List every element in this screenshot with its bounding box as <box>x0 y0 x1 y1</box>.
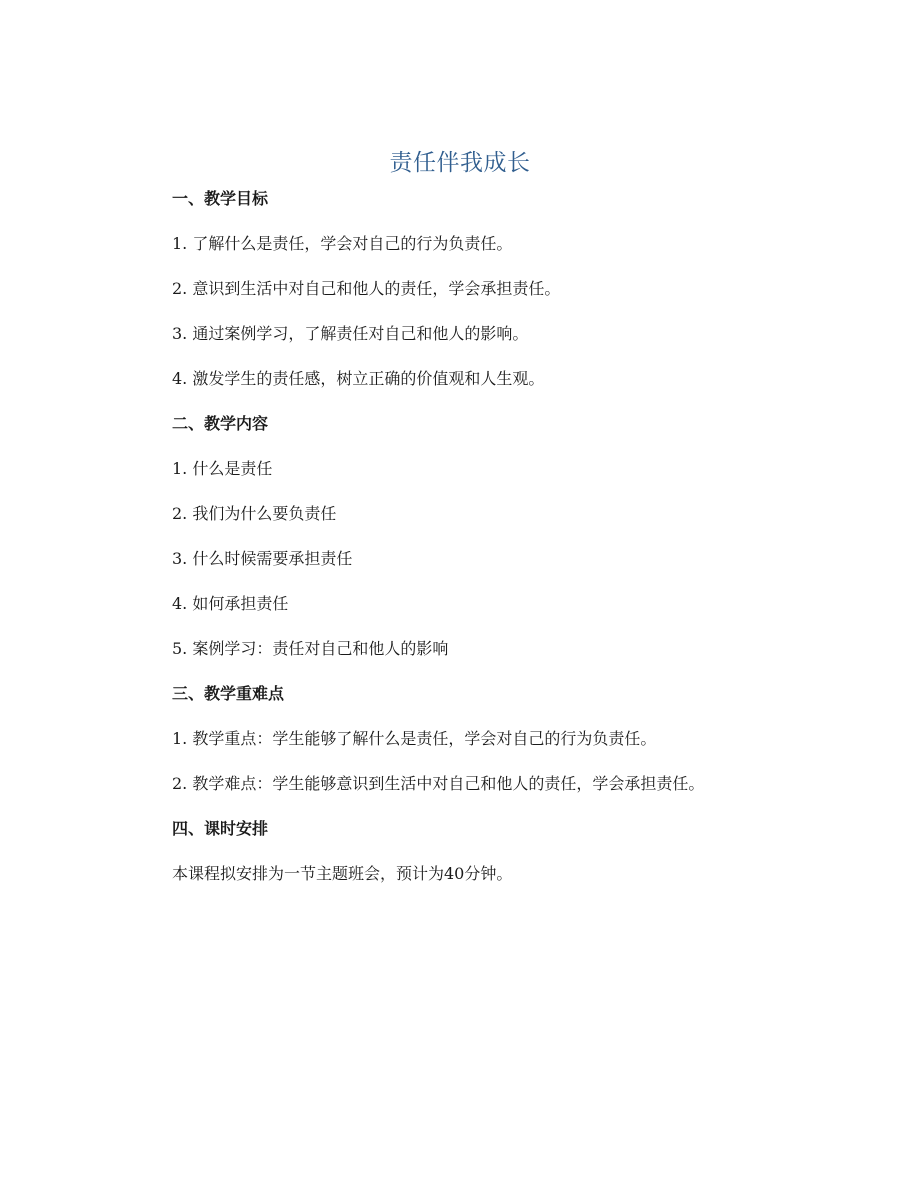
paragraph: 2. 我们为什么要负责任 <box>172 504 337 523</box>
document-title: 责任伴我成长 <box>389 150 531 176</box>
paragraph: 本课程拟安排为一节主题班会，预计为40分钟。 <box>172 864 513 883</box>
section-heading-objectives: 一、教学目标 <box>172 189 269 208</box>
paragraph: 3. 通过案例学习，了解责任对自己和他人的影响。 <box>172 324 529 343</box>
paragraph: 2. 意识到生活中对自己和他人的责任，学会承担责任。 <box>172 279 561 298</box>
section-heading-key-points: 三、教学重难点 <box>172 684 285 703</box>
paragraph: 1. 了解什么是责任，学会对自己的行为负责任。 <box>172 234 513 253</box>
paragraph: 1. 教学重点：学生能够了解什么是责任，学会对自己的行为负责任。 <box>172 729 657 748</box>
section-heading-schedule: 四、课时安排 <box>172 819 269 838</box>
paragraph: 3. 什么时候需要承担责任 <box>172 549 353 568</box>
paragraph: 5. 案例学习：责任对自己和他人的影响 <box>172 639 449 658</box>
paragraph: 4. 如何承担责任 <box>172 594 289 613</box>
paragraph: 2. 教学难点：学生能够意识到生活中对自己和他人的责任，学会承担责任。 <box>172 774 705 793</box>
section-heading-content: 二、教学内容 <box>172 414 269 433</box>
paragraph: 4. 激发学生的责任感，树立正确的价值观和人生观。 <box>172 369 545 388</box>
paragraph: 1. 什么是责任 <box>172 459 273 478</box>
